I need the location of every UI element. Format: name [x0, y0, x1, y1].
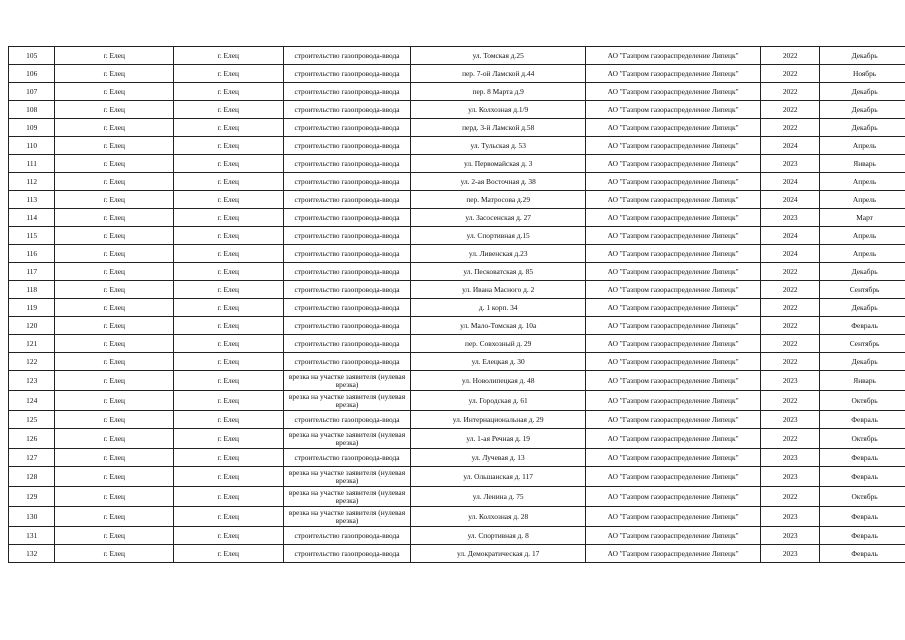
city-cell: г. Елец	[55, 545, 174, 563]
row-number-cell: 112	[9, 173, 55, 191]
month-cell: Апрель	[820, 245, 905, 263]
work-type-cell: строительство газопровода-ввода	[283, 545, 411, 563]
work-type-cell: строительство газопровода-ввода	[283, 65, 411, 83]
organization-cell: АО "Газпром газораспределение Липецк"	[585, 317, 760, 335]
row-number-cell: 105	[9, 47, 55, 65]
year-cell: 2022	[761, 299, 820, 317]
organization-cell: АО "Газпром газораспределение Липецк"	[585, 545, 760, 563]
row-number-cell: 115	[9, 227, 55, 245]
settlement-cell: г. Елец	[174, 47, 283, 65]
city-cell: г. Елец	[55, 371, 174, 391]
settlement-cell: г. Елец	[174, 299, 283, 317]
table-row	[9, 411, 905, 429]
row-number-cell: 122	[9, 353, 55, 371]
table-row	[9, 353, 905, 371]
city-cell: г. Елец	[55, 281, 174, 299]
month-cell: Февраль	[820, 507, 905, 527]
year-cell: 2022	[761, 429, 820, 449]
city-cell: г. Елец	[55, 137, 174, 155]
organization-cell: АО "Газпром газораспределение Липецк"	[585, 391, 760, 411]
table-row	[9, 101, 905, 119]
organization-cell: АО "Газпром газораспределение Липецк"	[585, 245, 760, 263]
row-number-cell: 123	[9, 371, 55, 391]
year-cell: 2023	[761, 527, 820, 545]
address-cell: ул. Колхозная д. 28	[411, 507, 585, 527]
city-cell: г. Елец	[55, 101, 174, 119]
year-cell: 2022	[761, 281, 820, 299]
city-cell: г. Елец	[55, 209, 174, 227]
year-cell: 2022	[761, 353, 820, 371]
address-cell: д. 1 корп. 34	[411, 299, 585, 317]
work-type-cell: строительство газопровода-ввода	[283, 47, 411, 65]
work-type-cell: строительство газопровода-ввода	[283, 449, 411, 467]
year-cell: 2023	[761, 449, 820, 467]
row-number-cell: 130	[9, 507, 55, 527]
work-type-cell: строительство газопровода-ввода	[283, 173, 411, 191]
organization-cell: АО "Газпром газораспределение Липецк"	[585, 299, 760, 317]
row-number-cell: 128	[9, 467, 55, 487]
settlement-cell: г. Елец	[174, 317, 283, 335]
table-row	[9, 191, 905, 209]
month-cell: Февраль	[820, 449, 905, 467]
table-row	[9, 83, 905, 101]
year-cell: 2022	[761, 101, 820, 119]
year-cell: 2024	[761, 137, 820, 155]
month-cell: Сентябрь	[820, 335, 905, 353]
table-row	[9, 119, 905, 137]
city-cell: г. Елец	[55, 119, 174, 137]
gas-connection-table	[8, 46, 905, 563]
row-number-cell: 131	[9, 527, 55, 545]
month-cell: Февраль	[820, 317, 905, 335]
organization-cell: АО "Газпром газораспределение Липецк"	[585, 507, 760, 527]
table-row	[9, 137, 905, 155]
month-cell: Январь	[820, 371, 905, 391]
year-cell: 2022	[761, 391, 820, 411]
work-type-cell: строительство газопровода-ввода	[283, 137, 411, 155]
table-row	[9, 299, 905, 317]
table-row	[9, 487, 905, 507]
address-cell: пер. 7-ой Ламской д.44	[411, 65, 585, 83]
table-row	[9, 335, 905, 353]
city-cell: г. Елец	[55, 65, 174, 83]
year-cell: 2023	[761, 545, 820, 563]
year-cell: 2022	[761, 335, 820, 353]
table-row	[9, 545, 905, 563]
month-cell: Декабрь	[820, 83, 905, 101]
work-type-cell: врезка на участке заявителя (нулевая врезка)	[283, 371, 411, 391]
address-cell: перд. 3-й Ламской д.58	[411, 119, 585, 137]
month-cell: Декабрь	[820, 353, 905, 371]
city-cell: г. Елец	[55, 391, 174, 411]
row-number-cell: 106	[9, 65, 55, 83]
address-cell: ул. Мало-Томская д. 10а	[411, 317, 585, 335]
year-cell: 2022	[761, 47, 820, 65]
address-cell: пер. Совхозный д. 29	[411, 335, 585, 353]
month-cell: Апрель	[820, 137, 905, 155]
row-number-cell: 124	[9, 391, 55, 411]
work-type-cell: строительство газопровода-ввода	[283, 281, 411, 299]
row-number-cell: 110	[9, 137, 55, 155]
table-row	[9, 227, 905, 245]
row-number-cell: 109	[9, 119, 55, 137]
organization-cell: АО "Газпром газораспределение Липецк"	[585, 527, 760, 545]
settlement-cell: г. Елец	[174, 507, 283, 527]
month-cell: Октябрь	[820, 487, 905, 507]
settlement-cell: г. Елец	[174, 209, 283, 227]
address-cell: ул. Елецкая д. 30	[411, 353, 585, 371]
organization-cell: АО "Газпром газораспределение Липецк"	[585, 429, 760, 449]
organization-cell: АО "Газпром газораспределение Липецк"	[585, 155, 760, 173]
organization-cell: АО "Газпром газораспределение Липецк"	[585, 101, 760, 119]
city-cell: г. Елец	[55, 227, 174, 245]
row-number-cell: 127	[9, 449, 55, 467]
year-cell: 2023	[761, 371, 820, 391]
table-row	[9, 467, 905, 487]
organization-cell: АО "Газпром газораспределение Липецк"	[585, 191, 760, 209]
settlement-cell: г. Елец	[174, 191, 283, 209]
organization-cell: АО "Газпром газораспределение Липецк"	[585, 209, 760, 227]
work-type-cell: строительство газопровода-ввода	[283, 155, 411, 173]
organization-cell: АО "Газпром газораспределение Липецк"	[585, 487, 760, 507]
settlement-cell: г. Елец	[174, 281, 283, 299]
work-type-cell: строительство газопровода-ввода	[283, 527, 411, 545]
city-cell: г. Елец	[55, 245, 174, 263]
address-cell: ул. Спортивная д. 8	[411, 527, 585, 545]
settlement-cell: г. Елец	[174, 335, 283, 353]
address-cell: ул. Ольшанская д. 117	[411, 467, 585, 487]
city-cell: г. Елец	[55, 487, 174, 507]
settlement-cell: г. Елец	[174, 137, 283, 155]
row-number-cell: 121	[9, 335, 55, 353]
year-cell: 2022	[761, 119, 820, 137]
year-cell: 2024	[761, 173, 820, 191]
address-cell: ул. 1-ая Речная д. 19	[411, 429, 585, 449]
month-cell: Октябрь	[820, 391, 905, 411]
row-number-cell: 125	[9, 411, 55, 429]
work-type-cell: строительство газопровода-ввода	[283, 317, 411, 335]
work-type-cell: строительство газопровода-ввода	[283, 83, 411, 101]
month-cell: Декабрь	[820, 119, 905, 137]
city-cell: г. Елец	[55, 411, 174, 429]
work-type-cell: врезка на участке заявителя (нулевая врезка)	[283, 487, 411, 507]
month-cell: Декабрь	[820, 101, 905, 119]
city-cell: г. Елец	[55, 299, 174, 317]
year-cell: 2022	[761, 487, 820, 507]
city-cell: г. Елец	[55, 263, 174, 281]
year-cell: 2022	[761, 263, 820, 281]
organization-cell: АО "Газпром газораспределение Липецк"	[585, 335, 760, 353]
city-cell: г. Елец	[55, 191, 174, 209]
work-type-cell: строительство газопровода-ввода	[283, 119, 411, 137]
row-number-cell: 108	[9, 101, 55, 119]
address-cell: ул. Городская д. 61	[411, 391, 585, 411]
address-cell: ул. Песковатская д. 85	[411, 263, 585, 281]
year-cell: 2024	[761, 227, 820, 245]
year-cell: 2022	[761, 317, 820, 335]
month-cell: Сентябрь	[820, 281, 905, 299]
month-cell: Декабрь	[820, 47, 905, 65]
settlement-cell: г. Елец	[174, 391, 283, 411]
address-cell: ул. Первомайская д. 3	[411, 155, 585, 173]
address-cell: ул. Томская д.25	[411, 47, 585, 65]
month-cell: Январь	[820, 155, 905, 173]
settlement-cell: г. Елец	[174, 155, 283, 173]
city-cell: г. Елец	[55, 335, 174, 353]
row-number-cell: 113	[9, 191, 55, 209]
city-cell: г. Елец	[55, 429, 174, 449]
month-cell: Апрель	[820, 191, 905, 209]
organization-cell: АО "Газпром газораспределение Липецк"	[585, 47, 760, 65]
organization-cell: АО "Газпром газораспределение Липецк"	[585, 353, 760, 371]
row-number-cell: 116	[9, 245, 55, 263]
organization-cell: АО "Газпром газораспределение Липецк"	[585, 411, 760, 429]
table-row	[9, 47, 905, 65]
settlement-cell: г. Елец	[174, 245, 283, 263]
work-type-cell: врезка на участке заявителя (нулевая врезка)	[283, 391, 411, 411]
organization-cell: АО "Газпром газораспределение Липецк"	[585, 449, 760, 467]
table-row	[9, 263, 905, 281]
organization-cell: АО "Газпром газораспределение Липецк"	[585, 65, 760, 83]
address-cell: ул. Интернациональная д. 29	[411, 411, 585, 429]
work-type-cell: строительство газопровода-ввода	[283, 227, 411, 245]
work-type-cell: врезка на участке заявителя (нулевая врезка)	[283, 507, 411, 527]
month-cell: Октябрь	[820, 429, 905, 449]
work-type-cell: строительство газопровода-ввода	[283, 101, 411, 119]
month-cell: Февраль	[820, 545, 905, 563]
work-type-cell: строительство газопровода-ввода	[283, 263, 411, 281]
organization-cell: АО "Газпром газораспределение Липецк"	[585, 281, 760, 299]
city-cell: г. Елец	[55, 353, 174, 371]
city-cell: г. Елец	[55, 527, 174, 545]
table-row	[9, 449, 905, 467]
work-type-cell: строительство газопровода-ввода	[283, 335, 411, 353]
year-cell: 2022	[761, 83, 820, 101]
city-cell: г. Елец	[55, 507, 174, 527]
year-cell: 2024	[761, 191, 820, 209]
table-row	[9, 155, 905, 173]
address-cell: ул. Новолипецкая д. 48	[411, 371, 585, 391]
work-type-cell: врезка на участке заявителя (нулевая врезка)	[283, 467, 411, 487]
row-number-cell: 120	[9, 317, 55, 335]
city-cell: г. Елец	[55, 449, 174, 467]
organization-cell: АО "Газпром газораспределение Липецк"	[585, 83, 760, 101]
city-cell: г. Елец	[55, 47, 174, 65]
work-type-cell: строительство газопровода-ввода	[283, 411, 411, 429]
settlement-cell: г. Елец	[174, 487, 283, 507]
work-type-cell: строительство газопровода-ввода	[283, 299, 411, 317]
table-row	[9, 527, 905, 545]
settlement-cell: г. Елец	[174, 83, 283, 101]
settlement-cell: г. Елец	[174, 119, 283, 137]
settlement-cell: г. Елец	[174, 263, 283, 281]
city-cell: г. Елец	[55, 83, 174, 101]
city-cell: г. Елец	[55, 467, 174, 487]
address-cell: пер. 8 Марта д.9	[411, 83, 585, 101]
work-type-cell: строительство газопровода-ввода	[283, 209, 411, 227]
address-cell: ул. Лучевая д. 13	[411, 449, 585, 467]
settlement-cell: г. Елец	[174, 353, 283, 371]
organization-cell: АО "Газпром газораспределение Липецк"	[585, 371, 760, 391]
address-cell: ул. Тульская д. 53	[411, 137, 585, 155]
settlement-cell: г. Елец	[174, 173, 283, 191]
row-number-cell: 119	[9, 299, 55, 317]
row-number-cell: 118	[9, 281, 55, 299]
address-cell: ул. Ленина д. 75	[411, 487, 585, 507]
settlement-cell: г. Елец	[174, 101, 283, 119]
work-type-cell: врезка на участке заявителя (нулевая врезка)	[283, 429, 411, 449]
work-type-cell: строительство газопровода-ввода	[283, 245, 411, 263]
table-row	[9, 281, 905, 299]
address-cell: ул. Засосенская д. 27	[411, 209, 585, 227]
row-number-cell: 107	[9, 83, 55, 101]
row-number-cell: 117	[9, 263, 55, 281]
month-cell: Ноябрь	[820, 65, 905, 83]
month-cell: Февраль	[820, 527, 905, 545]
address-cell: ул. Ивана Масного д. 2	[411, 281, 585, 299]
work-type-cell: строительство газопровода-ввода	[283, 353, 411, 371]
settlement-cell: г. Елец	[174, 467, 283, 487]
table-row	[9, 173, 905, 191]
address-cell: ул. Колхозная д.1/9	[411, 101, 585, 119]
organization-cell: АО "Газпром газораспределение Липецк"	[585, 173, 760, 191]
settlement-cell: г. Елец	[174, 527, 283, 545]
city-cell: г. Елец	[55, 317, 174, 335]
organization-cell: АО "Газпром газораспределение Липецк"	[585, 467, 760, 487]
year-cell: 2022	[761, 65, 820, 83]
month-cell: Апрель	[820, 173, 905, 191]
month-cell: Март	[820, 209, 905, 227]
organization-cell: АО "Газпром газораспределение Липецк"	[585, 227, 760, 245]
year-cell: 2023	[761, 155, 820, 173]
year-cell: 2023	[761, 209, 820, 227]
year-cell: 2024	[761, 245, 820, 263]
address-cell: ул. Демократическая д. 17	[411, 545, 585, 563]
organization-cell: АО "Газпром газораспределение Липецк"	[585, 119, 760, 137]
table-row	[9, 65, 905, 83]
settlement-cell: г. Елец	[174, 227, 283, 245]
year-cell: 2023	[761, 507, 820, 527]
table-row	[9, 507, 905, 527]
month-cell: Декабрь	[820, 263, 905, 281]
city-cell: г. Елец	[55, 155, 174, 173]
settlement-cell: г. Елец	[174, 411, 283, 429]
table-row	[9, 317, 905, 335]
address-cell: пер. Матросова д.29	[411, 191, 585, 209]
settlement-cell: г. Елец	[174, 545, 283, 563]
settlement-cell: г. Елец	[174, 371, 283, 391]
address-cell: ул. Спортивная д.15	[411, 227, 585, 245]
organization-cell: АО "Газпром газораспределение Липецк"	[585, 137, 760, 155]
table-row	[9, 429, 905, 449]
row-number-cell: 132	[9, 545, 55, 563]
month-cell: Декабрь	[820, 299, 905, 317]
table-row	[9, 245, 905, 263]
table-row	[9, 391, 905, 411]
month-cell: Февраль	[820, 411, 905, 429]
month-cell: Апрель	[820, 227, 905, 245]
year-cell: 2023	[761, 467, 820, 487]
table-body	[9, 47, 905, 563]
city-cell: г. Елец	[55, 173, 174, 191]
address-cell: ул. 2-ая Восточная д. 38	[411, 173, 585, 191]
work-type-cell: строительство газопровода-ввода	[283, 191, 411, 209]
organization-cell: АО "Газпром газораспределение Липецк"	[585, 263, 760, 281]
settlement-cell: г. Елец	[174, 429, 283, 449]
settlement-cell: г. Елец	[174, 65, 283, 83]
row-number-cell: 126	[9, 429, 55, 449]
row-number-cell: 114	[9, 209, 55, 227]
table-row	[9, 371, 905, 391]
month-cell: Февраль	[820, 467, 905, 487]
row-number-cell: 111	[9, 155, 55, 173]
settlement-cell: г. Елец	[174, 449, 283, 467]
table-row	[9, 209, 905, 227]
row-number-cell: 129	[9, 487, 55, 507]
year-cell: 2023	[761, 411, 820, 429]
address-cell: ул. Ливенская д.23	[411, 245, 585, 263]
